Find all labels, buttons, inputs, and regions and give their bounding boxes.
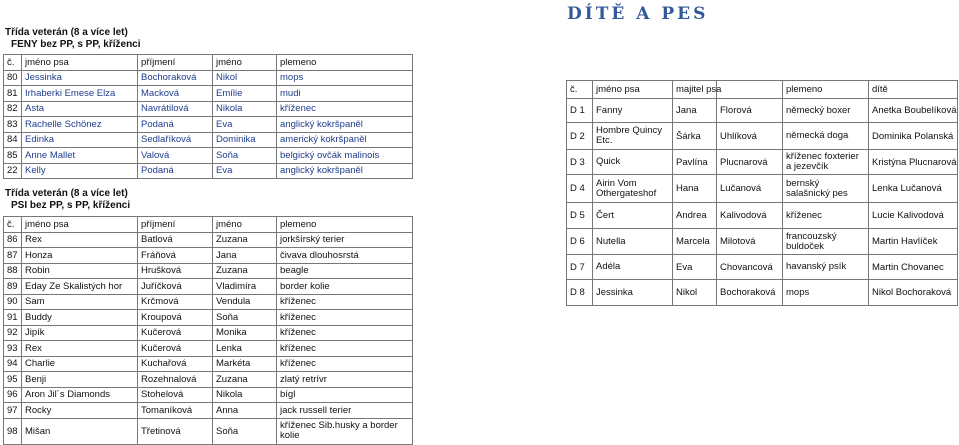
table-cell: belgický ovčák malinois: [277, 148, 413, 164]
table-row: [4, 132, 413, 148]
table-header-row: [567, 81, 958, 99]
table-cell: Edinka: [22, 132, 138, 148]
table-cell: Markéta: [213, 356, 277, 372]
header-cell: č.: [567, 81, 593, 99]
table-cell: Jipík: [22, 325, 138, 341]
table-cell: německý boxer: [783, 99, 869, 123]
table-row: [567, 280, 958, 306]
table-cell: Zuzana: [213, 372, 277, 388]
header-cell: [717, 81, 783, 99]
table-cell: D 5: [567, 203, 593, 229]
table-cell: americký kokršpaněl: [277, 132, 413, 148]
table-cell: mops: [277, 70, 413, 86]
table-cell: border kolie: [277, 279, 413, 295]
table-cell: Lenka Lučanová: [869, 175, 958, 203]
table-cell: Eday Ze Skalistých hor: [22, 279, 138, 295]
table-cell: Vladimíra: [213, 279, 277, 295]
table-cell: jack russell terier: [277, 403, 413, 419]
table-cell: Kristýna Plucnarová: [869, 150, 958, 175]
table-cell: 22: [4, 163, 22, 179]
header-cell: č.: [4, 217, 22, 233]
table-cell: kříženec: [277, 356, 413, 372]
table-cell: Rex: [22, 232, 138, 248]
table-cell: Macková: [138, 86, 213, 102]
table-header-row: [4, 55, 413, 71]
table-cell: Rachelle Schönez: [22, 117, 138, 133]
table-cell: 95: [4, 372, 22, 388]
table-cell: Valová: [138, 148, 213, 164]
table-row: [4, 117, 413, 133]
table-cell: zlatý retrívr: [277, 372, 413, 388]
table-cell: D 3: [567, 150, 593, 175]
table-cell: kříženec: [277, 294, 413, 310]
header-cell: jméno psa: [22, 55, 138, 71]
table-cell: mops: [783, 280, 869, 306]
table-cell: 96: [4, 387, 22, 403]
header-cell: příjmení: [138, 55, 213, 71]
table-cell: Eva: [673, 255, 717, 280]
table-cell: 97: [4, 403, 22, 419]
table-cell: kříženec: [277, 310, 413, 326]
table-cell: 81: [4, 86, 22, 102]
table-cell: Eva: [213, 117, 277, 133]
table-cell: Podaná: [138, 163, 213, 179]
table-row: [567, 175, 958, 203]
table-cell: Hana: [673, 175, 717, 203]
table-cell: 89: [4, 279, 22, 295]
group2-heading: Třída veterán (8 a více let): [5, 188, 128, 199]
table-cell: 92: [4, 325, 22, 341]
table-cell: D 6: [567, 229, 593, 255]
table-cell: jorkšírský terier: [277, 232, 413, 248]
table-row: [4, 294, 413, 310]
table-cell: Aron Jil´s Diamonds: [22, 387, 138, 403]
table-cell: Anetka Boubelíková: [869, 99, 958, 123]
table-cell: Airin Vom Othergateshof: [593, 175, 673, 203]
table-cell: Honza: [22, 248, 138, 264]
table-cell: Benji: [22, 372, 138, 388]
table-cell: Rocky: [22, 403, 138, 419]
table-row: [4, 403, 413, 419]
table-cell: Nikol: [673, 280, 717, 306]
table-cell: Lenka: [213, 341, 277, 357]
table-cell: Monika: [213, 325, 277, 341]
header-cell: plemeno: [277, 217, 413, 233]
table-cell: Mišan: [22, 418, 138, 444]
table-cell: Charlie: [22, 356, 138, 372]
table-cell: Asta: [22, 101, 138, 117]
table-cell: Florová: [717, 99, 783, 123]
table-row: [4, 372, 413, 388]
table-cell: Lucie Kalivodová: [869, 203, 958, 229]
table-cell: Soňa: [213, 418, 277, 444]
table-cell: Emílie: [213, 86, 277, 102]
group2-table: [3, 216, 413, 445]
table-row: [567, 255, 958, 280]
table-row: [567, 123, 958, 150]
table-cell: kříženec Sib.husky a border kolie: [277, 418, 413, 444]
table-cell: beagle: [277, 263, 413, 279]
table-row: [4, 387, 413, 403]
table-cell: Soňa: [213, 148, 277, 164]
table-cell: Buddy: [22, 310, 138, 326]
table-cell: anglický kokršpaněl: [277, 163, 413, 179]
table-row: [4, 356, 413, 372]
table-cell: Vendula: [213, 294, 277, 310]
table-cell: Dominika: [213, 132, 277, 148]
table-cell: čivava dlouhosrstá: [277, 248, 413, 264]
header-cell: plemeno: [277, 55, 413, 71]
table-cell: Chovancová: [717, 255, 783, 280]
table-cell: Nikola: [213, 387, 277, 403]
table-row: [567, 99, 958, 123]
header-cell: plemeno: [783, 81, 869, 99]
table-cell: Nikol Bochoraková: [869, 280, 958, 306]
table-cell: Jessinka: [22, 70, 138, 86]
table-cell: D 1: [567, 99, 593, 123]
table-cell: Čert: [593, 203, 673, 229]
table-cell: 87: [4, 248, 22, 264]
table-cell: havanský psík: [783, 255, 869, 280]
table-row: [4, 248, 413, 264]
group2-title: [5, 188, 130, 212]
table-cell: 93: [4, 341, 22, 357]
header-cell: jméno psa: [22, 217, 138, 233]
table-cell: Zuzana: [213, 263, 277, 279]
table-cell: Zuzana: [213, 232, 277, 248]
table-cell: mudi: [277, 86, 413, 102]
table-cell: kříženec: [277, 341, 413, 357]
table-row: [4, 148, 413, 164]
table-cell: D 4: [567, 175, 593, 203]
table-row: [4, 232, 413, 248]
table-cell: Jana: [213, 248, 277, 264]
table-cell: Bochoraková: [138, 70, 213, 86]
table-cell: Uhlíková: [717, 123, 783, 150]
group2-subtitle: PSI bez PP, s PP, kříženci: [11, 200, 131, 211]
table-row: [4, 70, 413, 86]
table-cell: Kučerová: [138, 325, 213, 341]
table-row: [567, 150, 958, 175]
table-cell: Podaná: [138, 117, 213, 133]
table-cell: Rex: [22, 341, 138, 357]
table-cell: Dominika Polanská: [869, 123, 958, 150]
table-cell: Hombre Quincy Etc.: [593, 123, 673, 150]
table-cell: Martin Havlíček: [869, 229, 958, 255]
table-cell: Nikol: [213, 70, 277, 86]
table-cell: Kuchařová: [138, 356, 213, 372]
table-cell: Rozehnalová: [138, 372, 213, 388]
table-cell: Fanny: [593, 99, 673, 123]
table-cell: 80: [4, 70, 22, 86]
table-row: [4, 418, 413, 444]
table-cell: Stohelová: [138, 387, 213, 403]
table-cell: Juříčková: [138, 279, 213, 295]
table-cell: Nikola: [213, 101, 277, 117]
table-cell: anglický kokršpaněl: [277, 117, 413, 133]
table-row: [4, 163, 413, 179]
table-cell: 90: [4, 294, 22, 310]
table-cell: Fráňová: [138, 248, 213, 264]
table-row: [567, 229, 958, 255]
table-cell: Jessinka: [593, 280, 673, 306]
table-cell: Bochoraková: [717, 280, 783, 306]
header-cell: jméno: [213, 217, 277, 233]
table-cell: 83: [4, 117, 22, 133]
table-cell: Navrátilová: [138, 101, 213, 117]
table-row: [4, 86, 413, 102]
header-cell: dítě: [869, 81, 958, 99]
table-cell: Andrea: [673, 203, 717, 229]
table-row: [4, 341, 413, 357]
group1-subtitle: FENY bez PP, s PP, kříženci: [11, 39, 141, 50]
header-cell: majitel psa: [673, 81, 717, 99]
table-cell: D 2: [567, 123, 593, 150]
table-cell: kříženec foxterier a jezevčík: [783, 150, 869, 175]
table-cell: bígl: [277, 387, 413, 403]
group1-heading: Třída veterán (8 a více let): [5, 27, 128, 38]
table-cell: Soňa: [213, 310, 277, 326]
table-cell: Robin: [22, 263, 138, 279]
table-cell: Kalivodová: [717, 203, 783, 229]
table-cell: 98: [4, 418, 22, 444]
table-row: [4, 310, 413, 326]
table-cell: 88: [4, 263, 22, 279]
table-cell: francouzský buldoček: [783, 229, 869, 255]
table-cell: 94: [4, 356, 22, 372]
table-cell: Lučanová: [717, 175, 783, 203]
table-cell: Quick: [593, 150, 673, 175]
table-cell: 84: [4, 132, 22, 148]
table-cell: D 8: [567, 280, 593, 306]
header-cell: č.: [4, 55, 22, 71]
table-cell: kříženec: [277, 101, 413, 117]
table-cell: Třetinová: [138, 418, 213, 444]
table-cell: bernský salašnický pes: [783, 175, 869, 203]
table-cell: Plucnarová: [717, 150, 783, 175]
table-row: [4, 325, 413, 341]
table-cell: Batlová: [138, 232, 213, 248]
table-cell: 86: [4, 232, 22, 248]
table-row: [4, 279, 413, 295]
table-cell: Nutella: [593, 229, 673, 255]
table-cell: Adéla: [593, 255, 673, 280]
table-cell: Milotová: [717, 229, 783, 255]
table-row: [4, 101, 413, 117]
table-cell: Pavlína: [673, 150, 717, 175]
header-cell: jméno: [213, 55, 277, 71]
table-cell: německá doga: [783, 123, 869, 150]
table-cell: Anna: [213, 403, 277, 419]
table-cell: Krčmová: [138, 294, 213, 310]
table-cell: 82: [4, 101, 22, 117]
table-cell: Anne Mallet: [22, 148, 138, 164]
group1-title: [5, 27, 141, 51]
table-cell: 85: [4, 148, 22, 164]
table-cell: kříženec: [277, 325, 413, 341]
child-table: [566, 80, 958, 306]
table-cell: 91: [4, 310, 22, 326]
table-cell: Hrušková: [138, 263, 213, 279]
table-cell: Jana: [673, 99, 717, 123]
table-row: [4, 263, 413, 279]
group1-table: [3, 54, 413, 179]
table-cell: kříženec: [783, 203, 869, 229]
header-cell: jméno psa: [593, 81, 673, 99]
table-cell: Kroupová: [138, 310, 213, 326]
table-cell: D 7: [567, 255, 593, 280]
table-cell: Irhaberki Emese Elza: [22, 86, 138, 102]
table-row: [567, 203, 958, 229]
child-title: DÍTĚ A PES: [567, 4, 709, 24]
table-header-row: [4, 217, 413, 233]
header-cell: příjmení: [138, 217, 213, 233]
table-cell: Kučerová: [138, 341, 213, 357]
table-cell: Sam: [22, 294, 138, 310]
table-cell: Šárka: [673, 123, 717, 150]
table-cell: Kelly: [22, 163, 138, 179]
table-cell: Marcela: [673, 229, 717, 255]
table-cell: Sedlaříková: [138, 132, 213, 148]
table-cell: Martin Chovanec: [869, 255, 958, 280]
table-cell: Eva: [213, 163, 277, 179]
table-cell: Tomaníková: [138, 403, 213, 419]
